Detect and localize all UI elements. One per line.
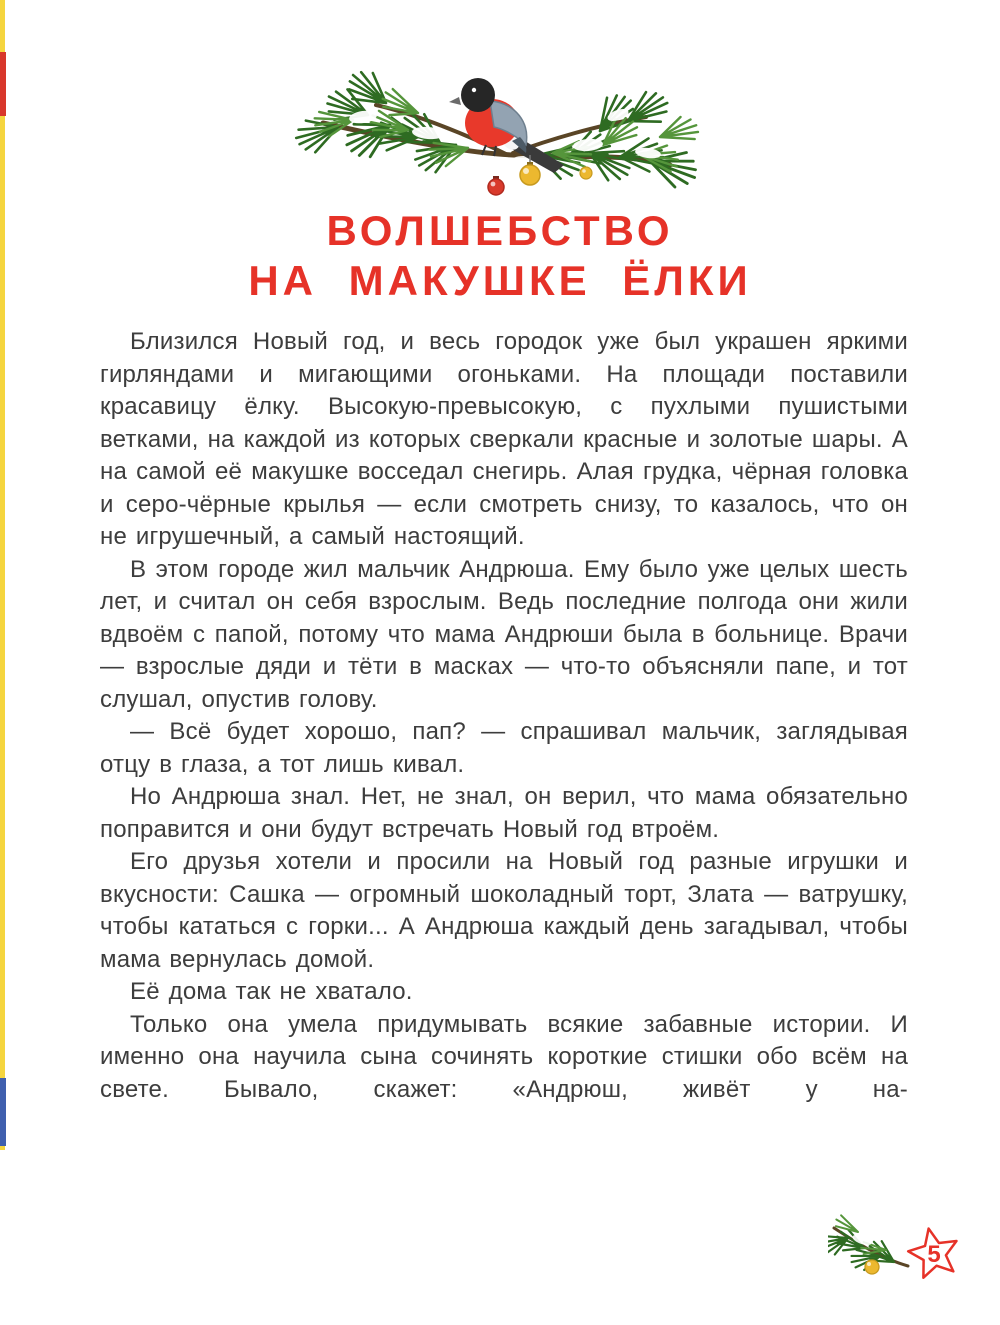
fir-branch-star-svg: [828, 1210, 988, 1305]
story-paragraph: — Всё будет хорошо, пап? — спрашивал мальчик, заглядывая отцу в глаза, а тот лишь кивал.: [100, 718, 908, 778]
page-number-decoration: [828, 1210, 988, 1305]
story-paragraph: В этом городе жил мальчик Андрюша. Ему было уже целых шесть лет, и считал он себя взрослым. Ведь последние полгода они жили вдвоём с папой, потому что мама Андрюши была в больнице. Врачи — взрослые дяди и тёти в масках — что-то объясняли папе, и тот слушал, опустив голову.: [100, 555, 908, 713]
story-paragraph: Но Андрюша знал. Нет, не знал, он верил, что мама обязательно поправится и они будут встречать Новый год втроём.: [100, 783, 908, 843]
chapter-title-line-2: НА МАКУШКЕ ЁЛКИ: [248, 257, 752, 304]
bullfinch-bird: [449, 78, 564, 173]
bullfinch-branch-svg: [268, 45, 723, 205]
page-edge-blue-strip: [0, 1078, 6, 1146]
story-text: [100, 326, 908, 1106]
gold-ball-ornament: [865, 1260, 879, 1274]
story-paragraph: Только она умела придумывать всякие забавные истории. И именно она научила сына сочинять короткие стишки обо всём на свете. Бывало, скажет: «Андрюш, живёт у на-: [100, 1010, 908, 1103]
page-edge-yellow-strip: [0, 0, 5, 1150]
page-edge-red-strip: [0, 52, 6, 116]
chapter-title-line-1: ВОЛШЕБСТВО: [326, 207, 674, 254]
page-number: 5: [927, 1241, 941, 1268]
bullfinch-branch-illustration: [268, 45, 723, 205]
story-paragraph: Близился Новый год, и весь городок уже был украшен яркими гирляндами и мигающими огоньками. На площади поставили красавицу ёлку. Высокую-превысокую, с пухлыми пушистыми ветками, на каждой из которых сверкали красные и золотые шары. А на самой её макушке восседал снегирь. Алая грудка, чёрная головка и серо-чёрные крылья — если смотреть снизу, то казалось, что он не игрушечный, а самый настоящий.: [100, 328, 908, 550]
story-paragraph: Её дома так не хватало.: [130, 978, 413, 1005]
story-paragraph: Его друзья хотели и просили на Новый год разные игрушки и вкусности: Сашка — огромный шоколадный торт, Злата — ватрушку, чтобы кататься с горки... А Андрюша каждый день загадывал, чтобы мама вернулась домой.: [100, 848, 908, 973]
red-ball-ornament: [488, 176, 504, 195]
small-gold-ball-ornament: [580, 167, 592, 179]
chapter-title: [0, 206, 1000, 306]
